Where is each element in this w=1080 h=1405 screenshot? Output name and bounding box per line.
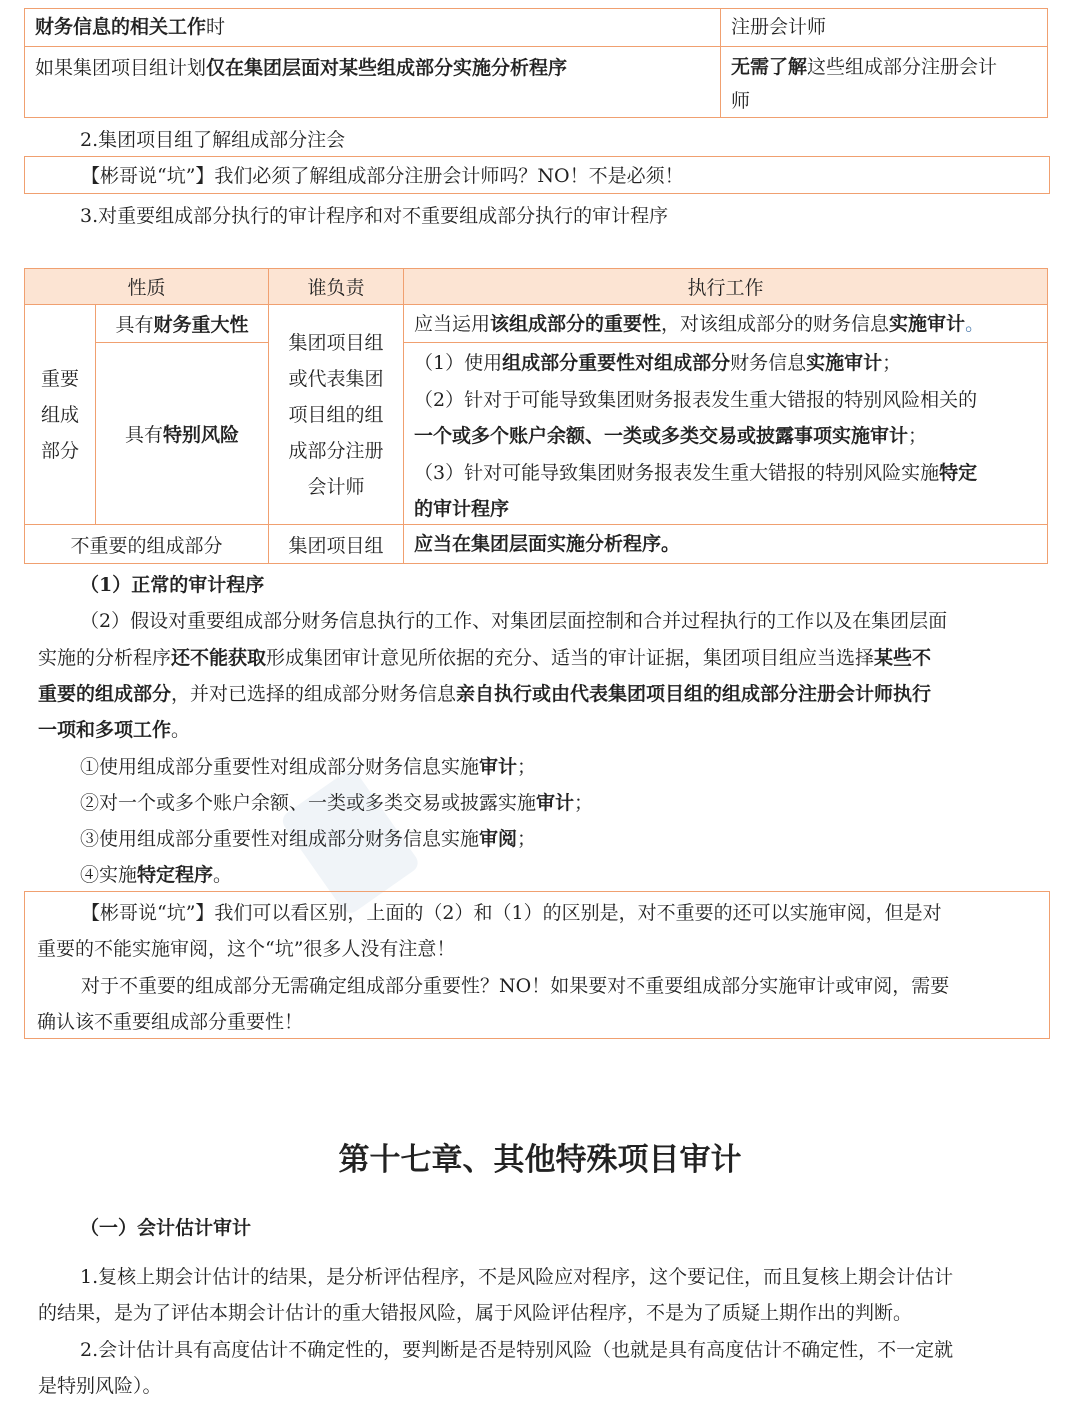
work-special-risk	[404, 343, 1047, 525]
list-2-tail: ；	[574, 792, 594, 814]
main-table	[24, 268, 1048, 564]
list-item-4	[80, 857, 232, 893]
estimate-2-line1: 2.会计估计具有高度估计不确定性的，要判断是否是特别风险（也就是具有高度估计不确定性，不一定就	[80, 1339, 954, 1361]
p2-l3-bold: 重要的组成部分	[38, 683, 172, 705]
list-3-bold: 审阅	[479, 828, 518, 850]
estimate-1-line2: 的结果，是为了评估本期会计估计的重大错报风险，属于风险评估程序，不是为了质疑上期作出的判断。	[38, 1302, 913, 1324]
list-item-1	[80, 749, 536, 785]
para-normal-procedures: （1）正常的审计程序	[80, 574, 265, 596]
note-2-line4: 确认该不重要组成部分重要性！	[37, 1011, 304, 1033]
list-4-bold: 特定程序	[137, 864, 214, 886]
sub2-pre: 具有	[124, 424, 163, 446]
estimate-1-line1: 1.复核上期会计估计的结果，是分析评估程序，不是风险应对程序，这个要记住，而且复核上期会计估计	[80, 1266, 954, 1288]
top-r2-right-l1: 这些组成部分注册会计	[807, 56, 998, 78]
work2-l3-bold: 一个或多个账户余额、一类或多类交易或披露事项实施审计	[414, 425, 909, 447]
sub2-bold: 特别风险	[163, 424, 240, 446]
list-item-3	[80, 821, 536, 857]
work2-l1-bold2: 实施审计	[806, 352, 883, 374]
work2-l1-pre: （1）使用	[414, 352, 503, 374]
header-work: 执行工作	[404, 269, 1047, 305]
sub1-bold: 财务重大性	[153, 314, 249, 336]
top-table-r1-right	[721, 9, 1047, 47]
sub1-pre: 具有	[115, 314, 154, 336]
top-r1-left-bold: 财务信息的相关工作	[35, 16, 207, 38]
resp-l2: 或代表集团	[288, 367, 384, 390]
list-1-tail: ；	[517, 756, 537, 778]
work2-l4-bold: 特定	[939, 461, 978, 484]
work1-bold: 该组成部分的重要性	[490, 313, 662, 335]
p2-l2-tail: 形成集团审计意见所依据的充分、适当的审计证据，集团项目组应当选择	[266, 647, 875, 669]
important-label-l2: 组成	[40, 403, 79, 426]
para-2-line4	[38, 712, 190, 748]
unimportant-work: 应当在集团层面实施分析程序。	[414, 533, 681, 555]
estimate-2-line2: 是特别风险）。	[38, 1375, 162, 1397]
para-2-line1: （2）假设对重要组成部分财务信息执行的工作、对集团层面控制和合并过程执行的工作以及在集团层面	[80, 610, 948, 632]
important-component-label	[25, 305, 96, 525]
list-2-bold: 审计	[536, 792, 575, 814]
list-1-bold: 审计	[479, 756, 518, 778]
section-title: （一）会计估计审计	[80, 1217, 252, 1239]
para-2-line3	[38, 676, 931, 712]
note-box-2	[24, 891, 1050, 1039]
work2-line4	[414, 455, 1047, 492]
note-box-1	[24, 156, 1050, 194]
note-2-line1: 【彬哥说“坑”】我们可以看区别，上面的（2）和（1）的区别是，对不重要的还可以实施审阅，但是对	[81, 902, 942, 924]
para-2-line2	[38, 640, 931, 676]
p2-l3-bold2: 亲自执行或由代表集团项目组的组成部分注册会计师执行	[456, 683, 932, 705]
list-4-tail: 。	[213, 864, 233, 886]
list-3-pre: ③使用组成部分重要性对组成部分财务信息实施	[80, 828, 480, 850]
important-label-l3: 部分	[40, 439, 79, 462]
work2-line5	[414, 491, 1047, 528]
important-label-l1: 重要	[40, 367, 79, 390]
note-1-text: 【彬哥说“坑”】我们必须了解组成部分注册会计师吗？NO！不是必须！	[81, 165, 684, 187]
work1-pre: 应当运用	[414, 313, 491, 335]
top-r2-right-l2: 师	[731, 90, 751, 112]
p2-l2-pre: 实施的分析程序	[38, 647, 172, 669]
top-table	[24, 8, 1048, 118]
work2-line1	[414, 345, 1047, 382]
p2-l3-mid: ，并对已选择的组成部分财务信息	[171, 683, 457, 705]
responsible-cell	[269, 305, 404, 525]
unimportant-component: 不重要的组成部分	[25, 525, 269, 563]
sub-financial-significance	[96, 305, 269, 343]
work2-l1-bold: 组成部分重要性对组成部分	[502, 352, 731, 374]
work2-l3-tail: ；	[908, 425, 928, 447]
work1-bold2: 实施审计	[889, 313, 966, 335]
top-r1-left-tail: 时	[206, 16, 226, 38]
list-item-2	[80, 785, 593, 821]
top-r2-right-bold: 无需了解	[731, 56, 808, 78]
resp-l5: 会计师	[307, 475, 365, 498]
unimportant-responsible: 集团项目组	[269, 525, 404, 563]
resp-l1: 集团项目组	[288, 331, 384, 354]
p2-l4-bold: 一项和多项工作	[38, 719, 172, 741]
work2-l5-bold: 的审计程序	[414, 498, 510, 520]
item-2: 2.集团项目组了解组成部分注会	[80, 129, 346, 151]
p2-l4-tail: 。	[171, 719, 191, 741]
resp-l3: 项目组的组	[288, 403, 384, 426]
top-table-r2-right	[721, 47, 1047, 117]
watermark	[230, 520, 790, 940]
list-4-pre: ④实施	[80, 864, 138, 886]
item-3: 3.对重要组成部分执行的审计程序和对不重要组成部分执行的审计程序	[80, 205, 669, 227]
top-table-r2-left	[25, 47, 721, 117]
chapter-title: 第十七章、其他特殊项目审计	[338, 1142, 742, 1178]
list-1-pre: ①使用组成部分重要性对组成部分财务信息实施	[80, 756, 480, 778]
work2-l4-pre: （3）针对可能导致集团财务报表发生重大错报的特别风险实施	[414, 461, 940, 484]
work2-line2: （2）针对于可能导致集团财务报表发生重大错报的特别风险相关的	[414, 388, 978, 411]
work1-mid: ，对该组成部分的财务信息	[661, 313, 890, 335]
work2-l1-tail: ；	[882, 352, 902, 374]
note-2-line3: 对于不重要的组成部分无需确定组成部分重要性？NO！如果要对不重要组成部分实施审计或审阅，需要	[81, 975, 950, 997]
top-r1-right: 注册会计师	[731, 16, 827, 38]
work-financial-significance	[404, 305, 1047, 343]
note-2-line2: 重要的不能实施审阅，这个“坑”很多人没有注意！	[37, 938, 456, 960]
sub-special-risk	[96, 343, 269, 525]
top-r2-left-bold: 仅在集团层面对某些组成部分实施分析程序	[206, 57, 568, 79]
resp-l4: 成部分注册	[288, 439, 384, 462]
header-responsible: 谁负责	[269, 269, 404, 305]
p2-l2-bold: 还不能获取	[171, 647, 267, 669]
list-3-tail: ；	[517, 828, 537, 850]
work1-tail: 。	[965, 313, 985, 335]
top-table-r1-left	[25, 9, 721, 47]
top-r2-left-head: 如果集团项目组计划	[35, 57, 207, 79]
work2-line3	[414, 418, 1047, 455]
list-2-pre: ②对一个或多个账户余额、一类或多类交易或披露实施	[80, 792, 537, 814]
work2-l1-mid: 财务信息	[730, 352, 807, 374]
header-nature: 性质	[25, 269, 269, 305]
p2-l2-bold2: 某些不	[874, 647, 932, 669]
